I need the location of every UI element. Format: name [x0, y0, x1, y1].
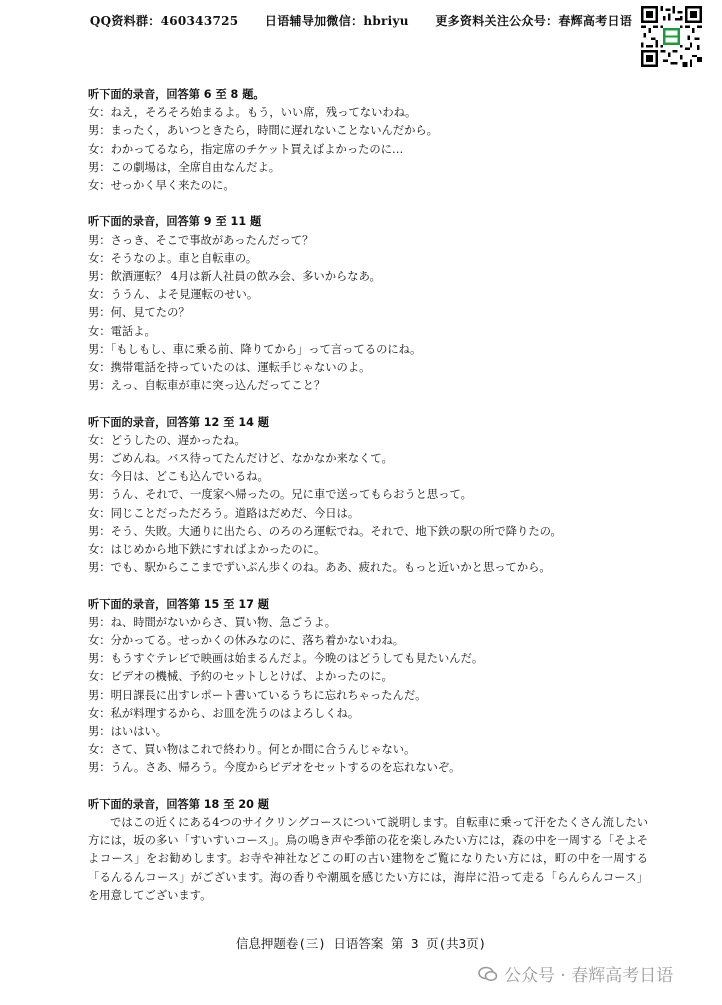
section-title: 听下面的录音，回答第 15 至 17 题 — [88, 597, 269, 611]
dialog-line: 男：さっき、そこで事故があったんだって？ — [88, 233, 314, 247]
dialog-line: 女：わかってるなら，指定席のチケット買えばよかったのに… — [88, 142, 404, 156]
dialog-line: 男：うん。さあ、帰ろう。今度からビデオをセットするのを忘れないぞ。 — [88, 761, 461, 775]
dialog-line: 男：もうすぐテレビで映画は始まるんだよ。今晩のはどうしても見たいんだ。 — [88, 652, 484, 666]
dialog-line: 女：今日は、どこも込んでいるね。 — [88, 470, 269, 484]
dialog-line: 女：ねえ，そろそろ始まるよ。もう，いい席，残ってないわね。 — [88, 106, 417, 120]
section-title: 听下面的录音，回答第 18 至 20 题 — [88, 797, 269, 811]
dialog-line: 女：ううん、よそ見運転のせい。 — [88, 288, 259, 302]
dialog-line: 男：何、見てたの？ — [88, 306, 190, 320]
dialog-line: 女：どうしたの、遅かったね。 — [88, 433, 246, 447]
dialog-line: 男：「もしもし、車に乗る前、降りてから」って言ってるのにね。 — [88, 342, 422, 356]
dialog-line: 女：そうなのよ。車と自転車の。 — [88, 251, 258, 265]
official-account-text: 更多资料关注公众号：春辉高考日语 — [435, 14, 633, 28]
section-q9-11 — [88, 213, 648, 395]
watermark — [478, 961, 673, 986]
dialog-line: 男：そう、失敗。大通りに出たら、のろのろ運転でね。それで、地下鉄の駅の所で降りたの。 — [88, 524, 562, 538]
section-q6-8 — [88, 86, 648, 195]
dialog-line: 女：ビデオの機械、予約のセットしとけば、よかったのに。 — [88, 670, 393, 684]
section-title: 听下面的录音，回答第 12 至 14 题 — [88, 415, 269, 429]
dialog-line: 男：ごめんね。バス待ってたんだけど、なかなか来なくて。 — [88, 452, 393, 466]
dialog-line: 女：同じことだっただろう。道路はだめだ、今日は。 — [88, 506, 360, 520]
watermark-text: 公众号 · 春辉高考日语 — [504, 966, 674, 986]
dialog-line: 男：うん、それで、一度家へ帰ったの。兄に車で送ってもらおうと思って。 — [88, 488, 472, 502]
dialog-line: 女：分かってる。せっかくの休みなのに、落ち着かないわね。 — [88, 634, 405, 648]
dialog-line: 女：せっかく早く来たのに。 — [88, 179, 235, 193]
section-q18-20 — [88, 796, 648, 905]
dialog-line: 女：私が料理するから、お皿を洗うのはよろしくね。 — [88, 706, 360, 720]
section-title: 听下面的录音，回答第 6 至 8 题。 — [88, 88, 265, 101]
qr-code-icon — [641, 6, 702, 67]
dialog-line: 男：ね、時間がないからさ、買い物、急ごうよ。 — [88, 615, 337, 629]
wechat-icon — [478, 966, 498, 982]
dialog-line: 女：さて、買い物はこれで終わり。何とか間に合うんじゃない。 — [88, 743, 416, 757]
section-title: 听下面的录音，回答第 9 至 11 题 — [88, 215, 262, 229]
wechat-text: 日语辅导加微信：hbriyu — [264, 14, 409, 28]
section-q15-17 — [88, 596, 648, 778]
page-footer: 信息押题卷(三) 日语答案 第 3 页(共3页) — [235, 936, 487, 951]
dialog-line: 男：でも、駅からここまでずいぶん歩くのね。ああ、疲れた。もっと近いかと思ってから。 — [88, 561, 551, 575]
page-header — [0, 12, 722, 29]
main-content — [88, 86, 648, 923]
dialog-line: 男：飲酒運転？ 4月は新人社員の飲み会、多いからなあ。 — [88, 270, 381, 284]
section-q12-14 — [88, 414, 648, 578]
monologue-paragraph: ではこの近くにある4つのサイクリングコースについて説明します。自転車に乗って汗をたくさん流したい方には，坂の多い「すいすいコース」。鳥の鳴き声や季節の花を楽しみたい方には，森の中を一周する「そよそよコース」をお勧めします。お寺や神社などこの町の古い建物をご覧になりたい方には，町の中を一周する「るんるんコース」がございます。海の香りや潮風を感じたい方には，海岸に沿って走る「らんらんコース」を用意してございます。 — [88, 816, 648, 902]
dialog-line: 男：はいはい。 — [88, 725, 168, 739]
dialog-line: 女：携帯電話を持っていたのは、運転手じゃないのよ。 — [88, 361, 371, 375]
qq-group-text: QQ资料群：460343725 — [89, 14, 239, 28]
dialog-line: 女：はじめから地下鉄にすればよかったのに。 — [88, 543, 326, 557]
dialog-line: 男：この劇場は，全席自由なんだよ。 — [88, 160, 281, 174]
dialog-line: 男：まったく，あいつときたら，時間に遅れないことないんだから。 — [88, 124, 438, 138]
dialog-line: 女：電話よ。 — [88, 324, 156, 338]
dialog-line: 男：明日課長に出すレポート書いているうちに忘れちゃったんだ。 — [88, 688, 427, 702]
dialog-line: 男：えっ、自転車が車に突っ込んだってこと？ — [88, 379, 326, 393]
